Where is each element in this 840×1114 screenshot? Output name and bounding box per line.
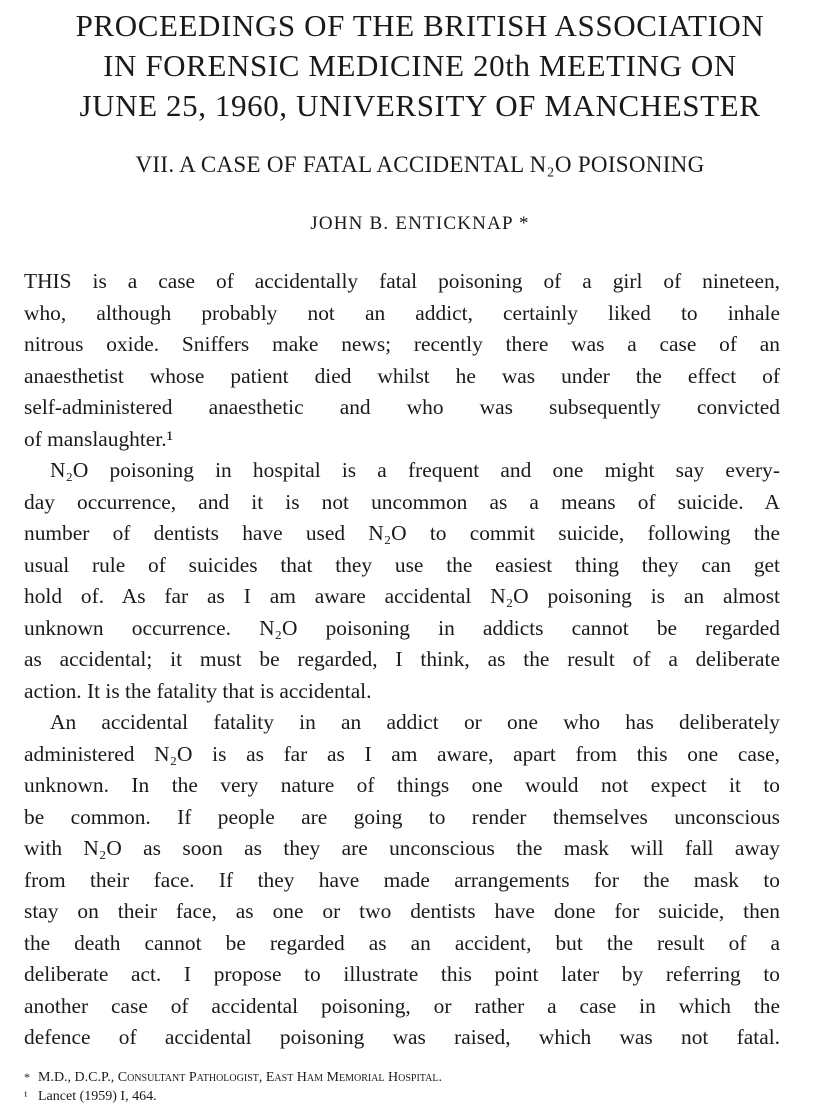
footnote-text: Lancet (1959) I, 464.	[38, 1089, 157, 1104]
text-line: deliberate act. I propose to illustrate this point later by referring to	[24, 962, 780, 986]
footnote	[24, 1068, 724, 1087]
author-name: JOHN B. ENTICKNAP	[310, 213, 514, 234]
text-line: stay on their face, as one or two dentists have done for suicide, then	[24, 899, 780, 923]
footnote-text: M.D., D.C.P., Consultant Pathologist, East Ham Memorial Hospital.	[38, 1070, 442, 1085]
paragraph	[24, 455, 780, 707]
text-line: day occurrence, and it is not uncommon as a means of suicide. A	[24, 489, 780, 514]
text-line: another case of accidental poisoning, or rather a case in which the	[24, 993, 780, 1018]
text-line: self-administered anaesthetic and who was subsequently convicted	[24, 395, 780, 419]
paragraph	[24, 266, 780, 455]
text-line: anaesthetist whose patient died whilst he was under the effect of	[24, 363, 780, 388]
footnote-marker: *	[24, 1070, 30, 1084]
footnote	[24, 1087, 724, 1106]
text-line: who, although probably not an addict, certainly liked to inhale	[24, 300, 780, 325]
text-line: number of dentists have used N₂O to commit suicide, following the	[24, 521, 780, 545]
journal-title	[10, 6, 830, 126]
text-line: unknown. In the very nature of things one would not expect it to	[24, 773, 780, 797]
text-line: unknown occurrence. N₂O poisoning in addicts cannot be regarded	[24, 615, 780, 640]
article-body	[24, 266, 780, 1054]
text-line: nitrous oxide. Sniffers make news; recently there was a case of an	[24, 332, 780, 356]
text-line: administered N₂O is as far as I am aware, apart from this one case,	[24, 741, 780, 766]
text-line: hold of. As far as I am aware accidental N₂O poisoning is an almost	[24, 584, 780, 608]
text-line: usual rule of suicides that they use the easiest thing they can get	[24, 552, 780, 577]
paragraph	[24, 707, 780, 1054]
text-line: from their face. If they have made arrangements for the mask to	[24, 867, 780, 892]
journal-title-line: JUNE 25, 1960, UNIVERSITY OF MANCHESTER	[79, 88, 761, 123]
text-line: be common. If people are going to render themselves unconscious	[24, 804, 780, 829]
text-line: THIS is a case of accidentally fatal poisoning of a girl of nineteen,	[24, 269, 780, 293]
author-footnote-marker: *	[519, 213, 530, 234]
text-line: the death cannot be regarded as an accident, but the result of a	[24, 930, 780, 955]
journal-title-line: IN FORENSIC MEDICINE 20th MEETING ON	[103, 48, 737, 83]
author-line	[0, 210, 840, 238]
text-line: An accidental fatality in an addict or one who has deliberately	[50, 710, 780, 734]
text-line: N₂O poisoning in hospital is a frequent and one might say every-	[50, 458, 780, 482]
text-line: with N₂O as soon as they are unconscious the mask will fall away	[24, 836, 780, 860]
footnote-marker: ¹	[24, 1089, 28, 1103]
text-line: defence of accidental poisoning was raised, which was not fatal.	[24, 1025, 780, 1049]
text-line: of manslaughter.¹	[24, 426, 173, 451]
article-title: VII. A CASE OF FATAL ACCIDENTAL N₂O POISONING	[135, 152, 705, 177]
footnotes	[24, 1068, 724, 1106]
text-line: action. It is the fatality that is accidental.	[24, 678, 372, 703]
journal-title-line: PROCEEDINGS OF THE BRITISH ASSOCIATION	[75, 8, 765, 43]
text-line: as accidental; it must be regarded, I think, as the result of a deliberate	[24, 647, 780, 671]
